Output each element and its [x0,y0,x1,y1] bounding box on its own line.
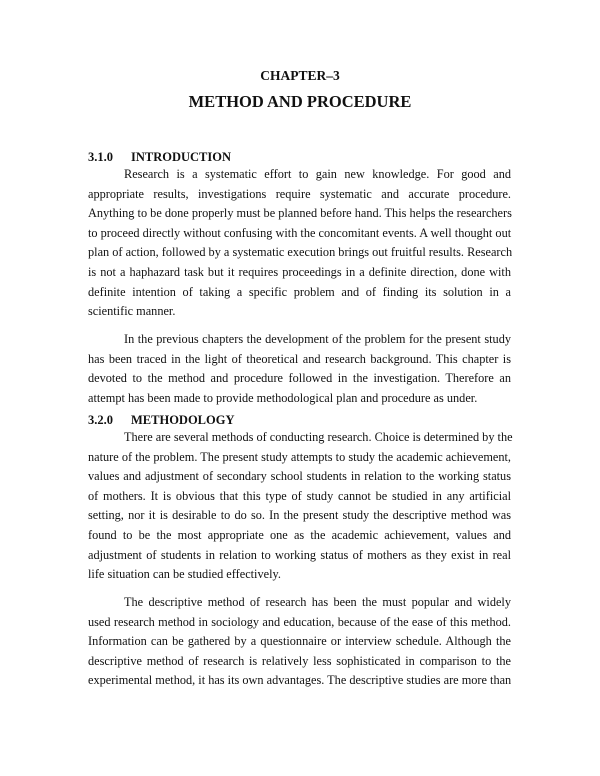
text-line: to proceed directly without confusing with the concomitant events. A well thought out [88,225,512,240]
text-line: Anything to be done properly must be planned before hand. This helps the researchers [88,206,512,221]
paragraph [88,428,511,585]
text-line: values and adjustment of secondary school students in relation to the working status [88,469,511,484]
text-line: Information can be gathered by a questionnaire or interview schedule. Although the [88,634,511,649]
text-line: is not a haphazard task but it requires proceedings in a definite direction, done with [88,264,511,279]
text-line: In the previous chapters the development of the problem for the present study [124,332,511,346]
text-line: of mothers. It is obvious that this type of study cannot be studied in any artificial [88,488,511,503]
text-line: plan of action, followed by a systematic execution brings out fruitful results. Research [88,245,513,260]
text-line: setting, nor it is desirable to do so. In the present study the descriptive method was [88,508,511,523]
text-line: The descriptive method of research has been the must popular and widely [124,595,511,609]
text-line: definite intention of taking a specific problem and of finding its solution in a [88,284,511,299]
text-line: attempt has been made to provide methodological plan and procedure as under. [88,390,478,405]
section-title: INTRODUCTION [131,150,232,164]
text-line: used research method in sociology and education, because of the ease of this method. [88,614,511,629]
text-line: nature of the problem. The present study attempts to study the academic achievement, [88,449,511,464]
section-number: 3.1.0 [88,150,113,164]
chapter-title: METHOD AND PROCEDURE [188,92,412,111]
section-heading-methodology [88,413,234,428]
text-line: appropriate results, investigations require systematic and accurate procedure. [88,186,511,201]
text-line: Research is a systematic effort to gain new knowledge. For good and [124,167,511,181]
chapter-label: CHAPTER–3 [260,68,340,83]
text-line: life situation can be studied effectively. [88,567,281,582]
paragraph [88,165,511,322]
section-heading-introduction [88,150,231,165]
paragraph [88,330,511,408]
text-line: has been traced in the light of theoretical and research background. This chapter is [88,351,511,366]
paragraph [88,593,511,691]
text-line: descriptive method of research is relatively less sophisticated in comparison to the [88,653,511,668]
section-title: METHODOLOGY [131,413,235,427]
text-line: found to be the most appropriate one as the academic achievement, values and [88,527,511,542]
text-line: adjustment of students in relation to working status of mothers as they exist in real [88,547,511,562]
text-line: experimental method, it has its own advantages. The descriptive studies are more than [88,673,512,688]
text-line: There are several methods of conducting research. Choice is determined by the [124,430,513,444]
text-line: scientific manner. [88,304,176,319]
section-number: 3.2.0 [88,413,113,427]
text-line: devoted to the method and procedure followed in the investigation. Therefore an [88,371,511,386]
